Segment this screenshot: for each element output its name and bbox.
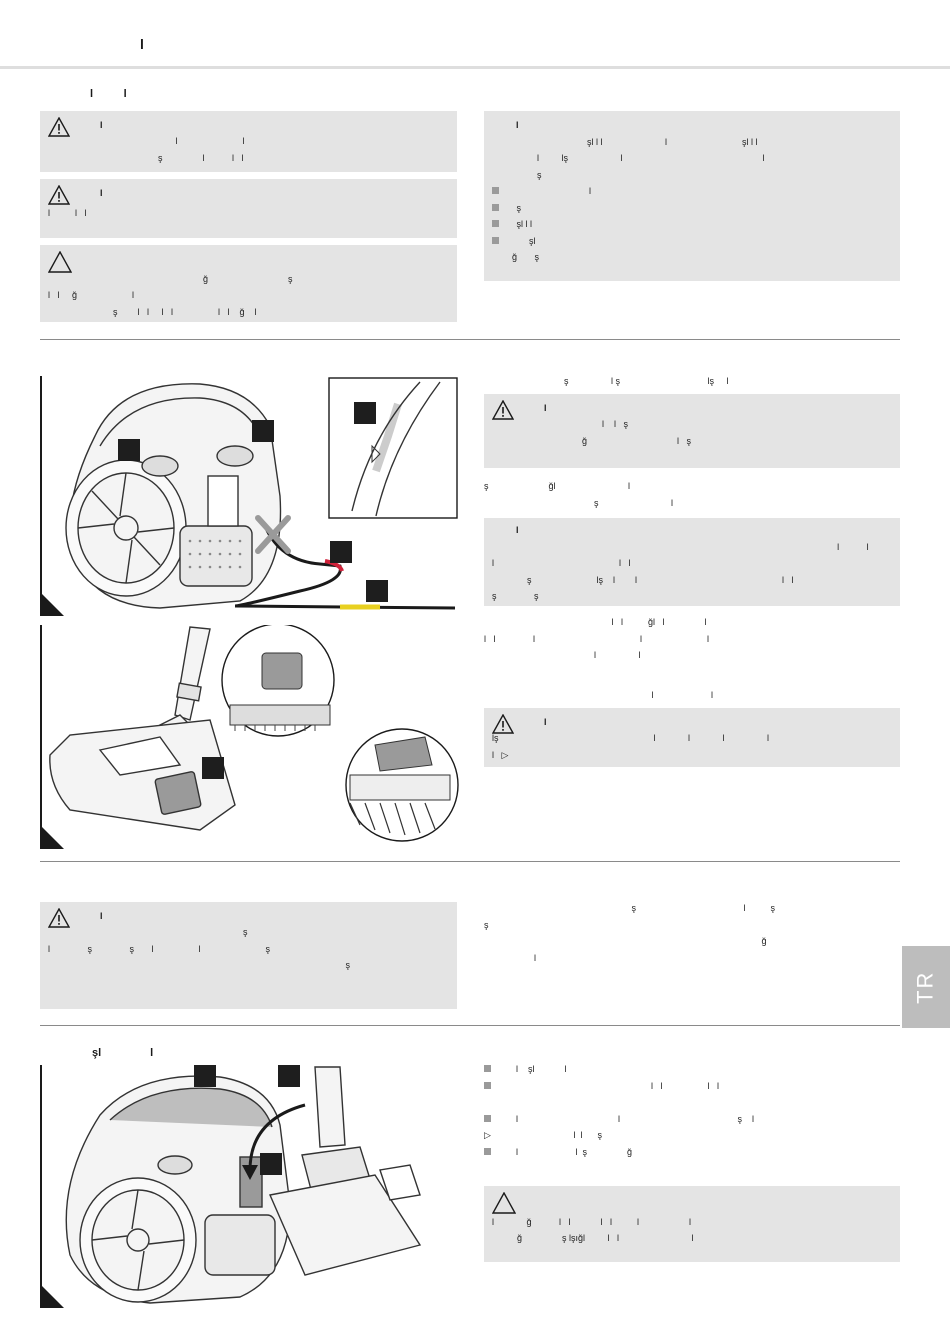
section-divider bbox=[40, 339, 900, 340]
callout-marker bbox=[260, 1153, 282, 1175]
list-item: l l l l bbox=[484, 1078, 900, 1095]
section-4-list bbox=[484, 1061, 900, 1160]
warning-label: l bbox=[100, 120, 103, 130]
note-line: ş lş l l l l bbox=[492, 574, 794, 585]
callout-marker bbox=[118, 439, 140, 461]
warning-text-line: ğ l ş bbox=[492, 435, 692, 446]
callout-marker bbox=[354, 402, 376, 424]
vacuum-parking-illustration bbox=[40, 1065, 460, 1308]
list-item: şl bbox=[492, 233, 892, 250]
note-line: l l l bbox=[492, 558, 631, 568]
figure-vacuum-cord bbox=[40, 376, 460, 616]
paragraph-1 bbox=[484, 478, 900, 511]
list-item: şl l l bbox=[492, 216, 892, 233]
paragraph-line: l l bbox=[484, 650, 641, 660]
figure-floor-nozzle bbox=[40, 625, 460, 849]
note-panel bbox=[484, 518, 900, 606]
warning-text-line: l l ş bbox=[492, 419, 629, 429]
warning-label: l bbox=[100, 911, 103, 921]
section-divider bbox=[40, 861, 900, 862]
detail-inset-frame bbox=[329, 378, 457, 518]
callout-marker bbox=[366, 580, 388, 602]
paragraph-line: l l l l l bbox=[484, 633, 710, 644]
caution-text-line: l l ğ l bbox=[48, 290, 135, 300]
paragraph-line: l l ğl l l bbox=[484, 617, 707, 627]
bullet-square-icon bbox=[484, 1082, 491, 1089]
caution-text-line: ğ ş bbox=[48, 273, 293, 284]
bullet-square-icon bbox=[492, 237, 499, 244]
bullet-square-icon bbox=[484, 1148, 491, 1155]
info-panel-1 bbox=[484, 111, 900, 281]
warning-text-line: ş l l l bbox=[48, 152, 244, 163]
list-item: ş bbox=[492, 200, 892, 217]
warning-box-6 bbox=[40, 902, 457, 1009]
warning-text-line: l l l bbox=[48, 208, 87, 218]
note-line: l l bbox=[492, 541, 869, 552]
caution-triangle-icon bbox=[48, 251, 72, 273]
language-tab-label: TR bbox=[912, 970, 938, 1004]
section-divider bbox=[40, 1025, 900, 1026]
warning-box-1 bbox=[40, 111, 457, 172]
list-item-continuation: ▷ l l ş bbox=[484, 1130, 602, 1140]
paragraph-line: ş l ş bbox=[484, 903, 776, 913]
warning-text-line: ş bbox=[48, 927, 248, 937]
info-panel-label: l bbox=[516, 120, 519, 130]
paragraph-line: ş l bbox=[484, 497, 674, 508]
caution-box-3 bbox=[40, 245, 457, 322]
warning-box-2 bbox=[40, 179, 457, 238]
callout-marker bbox=[278, 1065, 300, 1087]
paragraph-line: l bbox=[484, 952, 537, 963]
section-2-intro: ş l ş lş l bbox=[484, 376, 729, 386]
figure-parking-position bbox=[40, 1065, 460, 1308]
callout-marker bbox=[252, 420, 274, 442]
warning-box-5 bbox=[484, 708, 900, 767]
paragraph-2 bbox=[484, 614, 900, 664]
header-rule bbox=[0, 66, 950, 69]
warning-label: l bbox=[544, 403, 547, 413]
callout-marker bbox=[202, 757, 224, 779]
callout-marker bbox=[194, 1065, 216, 1087]
bullet-square-icon bbox=[492, 187, 499, 194]
warning-box-4 bbox=[484, 394, 900, 468]
bullet-square-icon bbox=[484, 1115, 491, 1122]
caution-triangle-icon bbox=[492, 1192, 516, 1214]
list-item: l l ş l bbox=[484, 1111, 900, 1128]
paragraph-line: ş ğl l bbox=[484, 481, 631, 491]
vacuum-cleaner-illustration bbox=[40, 376, 460, 616]
page-header-title: l bbox=[140, 36, 144, 52]
list-item: l bbox=[492, 183, 892, 200]
warning-text-line: ş bbox=[48, 960, 351, 970]
bullet-square-icon bbox=[484, 1065, 491, 1072]
warning-text-line: l ş ş l l ş bbox=[48, 943, 271, 954]
paragraph-line: ğ bbox=[484, 936, 767, 946]
floor-nozzle-illustration bbox=[40, 625, 460, 849]
warning-text-line: lş l l l l bbox=[492, 733, 770, 743]
paragraph-3: l l bbox=[484, 690, 714, 700]
caution-text-line: l ğ l l l l l l bbox=[492, 1216, 692, 1227]
info-panel-line: şl l l l şl l l bbox=[492, 136, 758, 147]
section-4-title: şl l bbox=[92, 1047, 154, 1059]
note-line: ş ş bbox=[492, 591, 539, 601]
caution-text-line: ş l l l l l l ğ l bbox=[48, 306, 257, 317]
caution-box-7 bbox=[484, 1186, 900, 1262]
list-item: l l ş ğ bbox=[484, 1144, 900, 1161]
language-tab bbox=[902, 946, 950, 1028]
warning-label: l bbox=[544, 717, 547, 727]
bullet-square-icon bbox=[492, 204, 499, 211]
list-item-continuation: ğ ş bbox=[512, 252, 540, 262]
caution-text-line: ğ ş lşığl l l l bbox=[492, 1233, 694, 1243]
note-label: l bbox=[516, 525, 519, 535]
info-panel-line: l lş l l bbox=[492, 153, 765, 163]
list-item: l şl l bbox=[484, 1061, 900, 1078]
callout-marker bbox=[330, 541, 352, 563]
warning-triangle-icon bbox=[48, 185, 70, 205]
warning-text-line: l ▷ bbox=[492, 749, 509, 760]
section-3-text bbox=[484, 900, 900, 966]
section-1-title: l l bbox=[90, 88, 127, 100]
bullet-square-icon bbox=[492, 220, 499, 227]
paragraph-line: ş bbox=[484, 919, 489, 930]
warning-text-line: l l bbox=[48, 136, 245, 146]
info-panel-line: ş bbox=[492, 169, 542, 180]
warning-label: l bbox=[100, 188, 103, 198]
